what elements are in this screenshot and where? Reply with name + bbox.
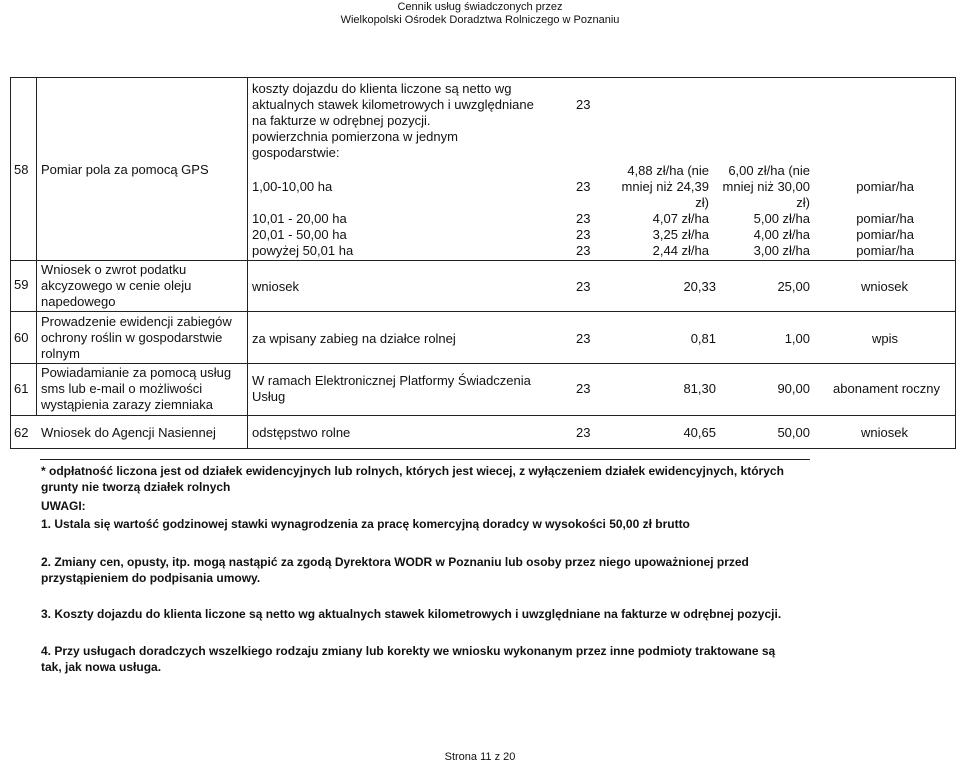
star-note-line-1: * odpłatność liczona jest od działek ewidencyjnych lub rolnych, których jest wiecej, z wyłączeniem działek ewidencyjnych, których xyxy=(41,464,784,478)
band-4-range: powyżej 50,01 ha xyxy=(252,243,354,258)
band-4-gross: 3,00 zł/ha xyxy=(753,243,810,258)
row-60-net: 0,81 xyxy=(690,331,716,346)
row-62-description: odstępstwo rolne xyxy=(252,425,351,440)
row-61-name-line-3: wystąpienia zarazy ziemniaka xyxy=(41,397,213,412)
band-3-net: 3,25 zł/ha xyxy=(652,227,709,242)
travel-note-line-1: koszty dojazdu do klienta liczone są netto wg xyxy=(252,81,512,96)
header-line-1: Cennik usług świadczonych przez xyxy=(397,1,563,13)
row-62-service-name: Wniosek do Agencji Nasiennej xyxy=(41,425,216,440)
row-59-name-line-3: napedowego xyxy=(41,294,116,309)
page-number: Strona 11 z 20 xyxy=(444,751,516,763)
note-2-line-1: 2. Zmiany cen, opusty, itp. mogą nastąpić za zgodą Dyrektora WODR w Poznaniu lub osoby przez niego upoważnionej przed xyxy=(41,555,749,569)
row-60-number: 60 xyxy=(14,330,29,345)
row-59-gross: 25,00 xyxy=(777,279,810,294)
row-59-description: wniosek xyxy=(252,279,299,294)
band-2-unit: pomiar/ha xyxy=(856,211,914,226)
row-60-vat: 23 xyxy=(576,331,591,346)
row-61-description-line-1: W ramach Elektronicznej Platformy Świadczenia xyxy=(252,373,531,388)
note-2-line-2: przystąpieniem do podpisania umowy. xyxy=(41,571,261,585)
row-60-name-line-2: ochrony roślin w gospodarstwie xyxy=(41,330,223,345)
band-1-gross-line-2: mniej niż 30,00 xyxy=(722,179,810,194)
row-61-unit: abonament roczny xyxy=(833,381,940,396)
row-61-vat: 23 xyxy=(576,381,591,396)
band-1-vat: 23 xyxy=(576,179,591,194)
band-2-net: 4,07 zł/ha xyxy=(652,211,709,226)
band-1-range: 1,00-10,00 ha xyxy=(252,179,333,194)
table-bottom-border xyxy=(10,448,955,449)
band-1-gross-line-1: 6,00 zł/ha (nie xyxy=(728,163,810,178)
row-58-number: 58 xyxy=(14,162,29,177)
band-4-vat: 23 xyxy=(576,243,591,258)
table-right-border xyxy=(955,77,956,449)
row-61-name-line-1: Powiadamianie za pomocą usług xyxy=(41,365,232,380)
row-61-gross: 90,00 xyxy=(777,381,810,396)
row-62-unit: wniosek xyxy=(861,425,908,440)
name-column-divider xyxy=(247,77,248,449)
band-3-gross: 4,00 zł/ha xyxy=(753,227,810,242)
area-heading-line-1: powierzchnia pomierzona w jednym xyxy=(252,129,458,144)
uwagi-heading: UWAGI: xyxy=(41,499,86,513)
row-62-gross: 50,00 xyxy=(777,425,810,440)
row-60-gross: 1,00 xyxy=(784,331,810,346)
row-60-bottom-border xyxy=(10,363,955,364)
note-1: 1. Ustala się wartość godzinowej stawki wynagrodzenia za pracę komercyjną doradcy w wysokości 50,00 zł brutto xyxy=(41,517,690,531)
row-61-bottom-border xyxy=(10,415,955,416)
band-3-unit: pomiar/ha xyxy=(856,227,914,242)
row-62-vat: 23 xyxy=(576,425,591,440)
band-1-gross-line-3: zł) xyxy=(796,195,810,210)
row-62-net: 40,65 xyxy=(683,425,716,440)
travel-note-line-3: na fakturze w odrębnej pozycji. xyxy=(252,113,431,128)
band-4-unit: pomiar/ha xyxy=(856,243,914,258)
row-58-service-name: Pomiar pola za pomocą GPS xyxy=(41,162,209,177)
row-60-name-line-1: Prowadzenie ewidencji zabiegów xyxy=(41,314,232,329)
band-2-vat: 23 xyxy=(576,211,591,226)
row-59-vat: 23 xyxy=(576,279,591,294)
number-column-divider xyxy=(36,77,37,415)
row-61-number: 61 xyxy=(14,381,29,396)
table-top-border xyxy=(10,77,955,78)
note-4-line-2: tak, jak nowa usługa. xyxy=(41,660,162,674)
row-61-description-line-2: Usług xyxy=(252,389,286,404)
band-2-gross: 5,00 zł/ha xyxy=(753,211,810,226)
row-61-name-line-2: sms lub e-mail o możliwości xyxy=(41,381,203,396)
notes-divider xyxy=(40,459,810,460)
travel-vat: 23 xyxy=(576,97,591,112)
star-note-line-2: grunty nie tworzą działek rolnych xyxy=(41,480,231,494)
row-59-name-line-2: akcyzowego w cenie oleju xyxy=(41,278,192,293)
row-59-number: 59 xyxy=(14,277,29,292)
row-59-bottom-border xyxy=(10,311,955,312)
row-59-net: 20,33 xyxy=(683,279,716,294)
note-4-line-1: 4. Przy usługach doradczych wszelkiego rodzaju zmiany lub korekty we wniosku wykonanym przez inne podmioty traktowane są xyxy=(41,644,776,658)
row-60-name-line-3: rolnym xyxy=(41,346,81,361)
row-61-net: 81,30 xyxy=(683,381,716,396)
row-60-unit: wpis xyxy=(871,331,898,346)
table-left-border xyxy=(10,77,11,449)
travel-note-line-2: aktualnych stawek kilometrowych i uwzględniane xyxy=(252,97,534,112)
row-58-bottom-border xyxy=(10,260,955,261)
band-3-range: 20,01 - 50,00 ha xyxy=(252,227,347,242)
row-62-number: 62 xyxy=(14,425,29,440)
row-59-name-line-1: Wniosek o zwrot podatku xyxy=(41,262,187,277)
band-3-vat: 23 xyxy=(576,227,591,242)
row-60-description: za wpisany zabieg na działce rolnej xyxy=(252,331,456,346)
band-2-range: 10,01 - 20,00 ha xyxy=(252,211,347,226)
band-1-unit: pomiar/ha xyxy=(856,179,914,194)
band-1-net-line-2: mniej niż 24,39 xyxy=(621,179,709,194)
band-1-net-line-1: 4,88 zł/ha (nie xyxy=(627,163,709,178)
header-line-2: Wielkopolski Ośrodek Doradztwa Rolniczego w Poznaniu xyxy=(340,14,620,26)
row-59-unit: wniosek xyxy=(861,279,908,294)
band-4-net: 2,44 zł/ha xyxy=(652,243,709,258)
band-1-net-line-3: zł) xyxy=(695,195,709,210)
area-heading-line-2: gospodarstwie: xyxy=(252,145,340,160)
note-3: 3. Koszty dojazdu do klienta liczone są netto wg aktualnych stawek kilometrowych i uwzględniane na fakturze w odrębnej pozycji. xyxy=(41,607,782,621)
